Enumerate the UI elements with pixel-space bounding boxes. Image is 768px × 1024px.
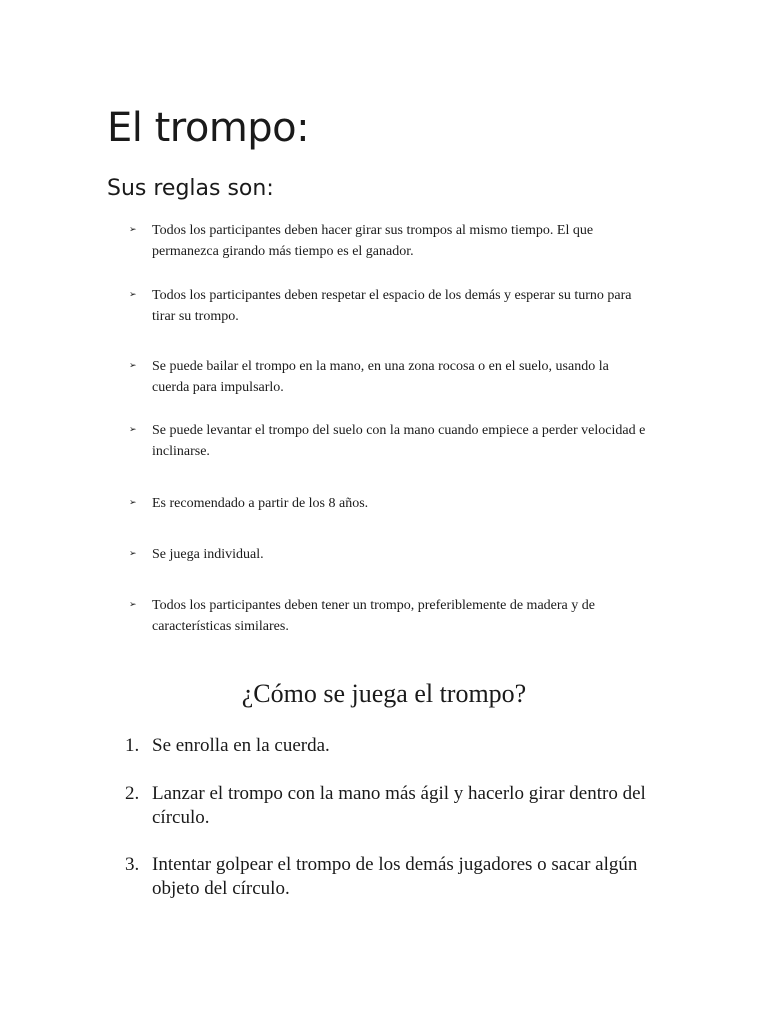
step-item [125, 734, 655, 758]
arrowhead-bullet-icon: ➢ [129, 425, 137, 435]
step-number: 2. [125, 783, 140, 804]
step-number: 1. [125, 735, 140, 756]
step-item [125, 782, 655, 830]
rule-item [129, 220, 649, 262]
page-title: El trompo: [107, 105, 310, 151]
rule-text: Todos los participantes deben respetar el espacio de los demás y esperar su turno para tirar su trompo. [152, 288, 632, 324]
step-text: Lanzar el trompo con la mano más ágil y hacerlo girar dentro del círculo. [152, 783, 646, 828]
rules-subtitle: Sus reglas son: [107, 176, 274, 201]
rule-item [129, 544, 649, 565]
step-number: 3. [125, 854, 140, 875]
rule-text: Se puede bailar el trompo en la mano, en una zona rocosa o en el suelo, usando la cuerda para impulsarlo. [152, 359, 609, 395]
rule-text: Es recomendado a partir de los 8 años. [152, 496, 369, 511]
how-to-play-heading: ¿Cómo se juega el trompo? [241, 679, 527, 708]
rule-item [129, 356, 649, 398]
rule-item [129, 493, 649, 514]
rule-item [129, 285, 649, 327]
rule-text: Se puede levantar el trompo del suelo con la mano cuando empiece a perder velocidad e inclinarse. [152, 423, 646, 459]
step-text: Se enrolla en la cuerda. [152, 735, 330, 756]
arrowhead-bullet-icon: ➢ [129, 600, 137, 610]
arrowhead-bullet-icon: ➢ [129, 549, 137, 559]
rule-item [129, 595, 649, 637]
arrowhead-bullet-icon: ➢ [129, 361, 137, 371]
rule-text: Todos los participantes deben tener un trompo, preferiblemente de madera y de características similares. [152, 598, 595, 634]
step-item [125, 853, 655, 901]
rule-text: Se juega individual. [152, 547, 264, 562]
rule-item [129, 420, 649, 462]
arrowhead-bullet-icon: ➢ [129, 290, 137, 300]
rule-text: Todos los participantes deben hacer girar sus trompos al mismo tiempo. El que permanezca girando más tiempo es el ganador. [152, 223, 594, 259]
step-text: Intentar golpear el trompo de los demás jugadores o sacar algún objeto del círculo. [152, 854, 638, 899]
arrowhead-bullet-icon: ➢ [129, 225, 137, 235]
arrowhead-bullet-icon: ➢ [129, 498, 137, 508]
